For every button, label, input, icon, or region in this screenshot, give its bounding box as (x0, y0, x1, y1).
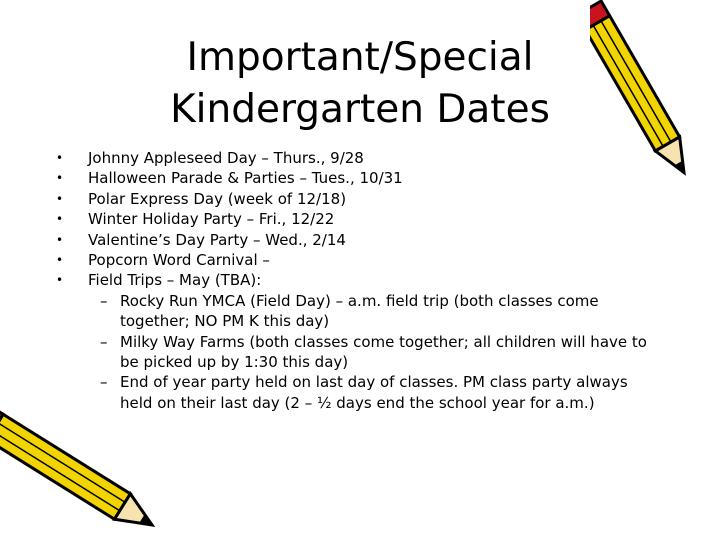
pencil-icon (0, 410, 175, 540)
sub-list-item: – Rocky Run YMCA (Field Day) – a.m. field trip (both classes come together; NO PM K this day) (88, 291, 656, 332)
sub-list-item: – End of year party held on last day of classes. PM class party always held on their last day (2 – ½ days end the school year for a.m.) (88, 372, 656, 413)
list-item-field-trips (56, 270, 656, 413)
title-line-1: Important/Special (186, 35, 534, 80)
list-item: • Polar Express Day (week of 12/18) (56, 189, 656, 209)
sub-list-item: – Milky Way Farms (both classes come together; all children will have to be picked up by 1:30 this day) (88, 332, 656, 373)
field-trips-label: Field Trips – May (TBA): (88, 271, 262, 290)
list-item: • Halloween Parade & Parties – Tues., 10/31 (56, 168, 656, 188)
dates-list (56, 148, 656, 413)
list-item: • Johnny Appleseed Day – Thurs., 9/28 (56, 148, 656, 168)
list-item: • Winter Holiday Party – Fri., 12/22 (56, 209, 656, 229)
field-trips-sublist (88, 291, 656, 413)
title-line-2: Kindergarten Dates (170, 87, 550, 132)
list-item: • Valentine’s Day Party – Wed., 2/14 (56, 230, 656, 250)
list-item: • Popcorn Word Carnival – (56, 250, 656, 270)
